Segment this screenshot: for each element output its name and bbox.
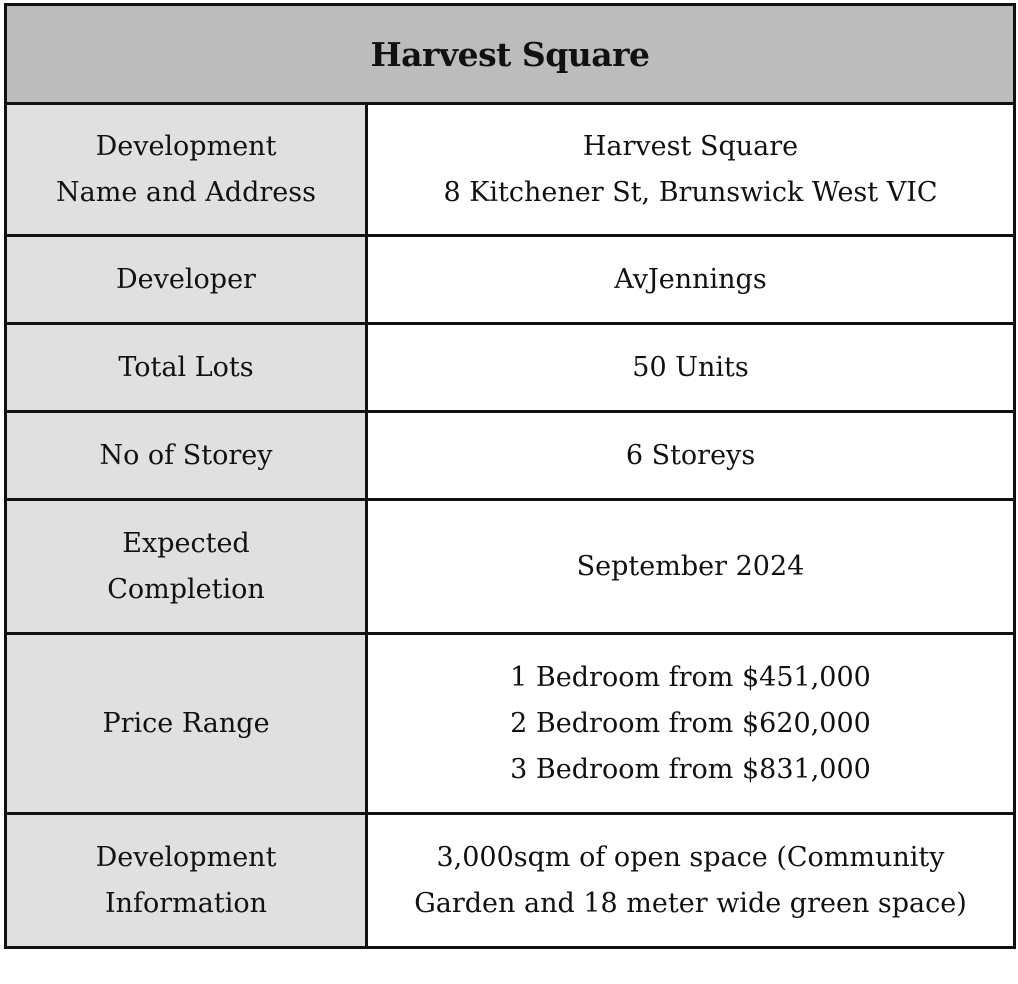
row-value-developer	[367, 236, 1015, 324]
row-label-development-information	[6, 814, 367, 948]
title-row	[6, 5, 1015, 104]
value-text: 3 Bedroom from $831,000	[510, 753, 871, 785]
development-info-table	[4, 3, 1016, 949]
label-text: No of Storey	[99, 439, 273, 471]
label-text: Developer	[116, 263, 256, 295]
label-text: Development	[95, 841, 277, 873]
label-text: Expected	[122, 527, 250, 559]
table-row-price-range	[6, 634, 1015, 814]
row-label-total-lots	[6, 324, 367, 412]
row-value-expected-completion	[367, 500, 1015, 634]
value-text: 1 Bedroom from $451,000	[510, 661, 871, 693]
table-row-expected-completion	[6, 500, 1015, 634]
table-row-developer	[6, 236, 1015, 324]
row-label-development-name	[6, 104, 367, 236]
value-text: 2 Bedroom from $620,000	[510, 707, 871, 739]
label-text: Name and Address	[56, 176, 316, 208]
value-text: Harvest Square	[582, 130, 799, 162]
row-value-development-information	[367, 814, 1015, 948]
label-text: Information	[104, 887, 268, 919]
value-text: September 2024	[576, 550, 805, 582]
value-text: AvJennings	[614, 263, 767, 295]
row-value-total-lots	[367, 324, 1015, 412]
row-label-storeys	[6, 412, 367, 500]
table-title: Harvest Square	[6, 5, 1015, 104]
label-text: Total Lots	[118, 351, 254, 383]
value-text: 8 Kitchener St, Brunswick West VIC	[443, 176, 938, 208]
table-row-storeys	[6, 412, 1015, 500]
table-row-total-lots	[6, 324, 1015, 412]
value-text: 50 Units	[632, 351, 749, 383]
label-text: Completion	[107, 573, 265, 605]
label-text: Development	[95, 130, 277, 162]
row-value-price-range	[367, 634, 1015, 814]
row-value-storeys	[367, 412, 1015, 500]
table-row-development-information	[6, 814, 1015, 948]
label-text: Price Range	[102, 707, 270, 739]
table-row-development-name	[6, 104, 1015, 236]
value-text: 3,000sqm of open space (Community	[436, 841, 945, 873]
row-label-price-range	[6, 634, 367, 814]
row-label-developer	[6, 236, 367, 324]
row-value-development-name	[367, 104, 1015, 236]
row-label-expected-completion	[6, 500, 367, 634]
value-text: 6 Storeys	[625, 439, 756, 471]
value-text: Garden and 18 meter wide green space)	[414, 887, 967, 919]
